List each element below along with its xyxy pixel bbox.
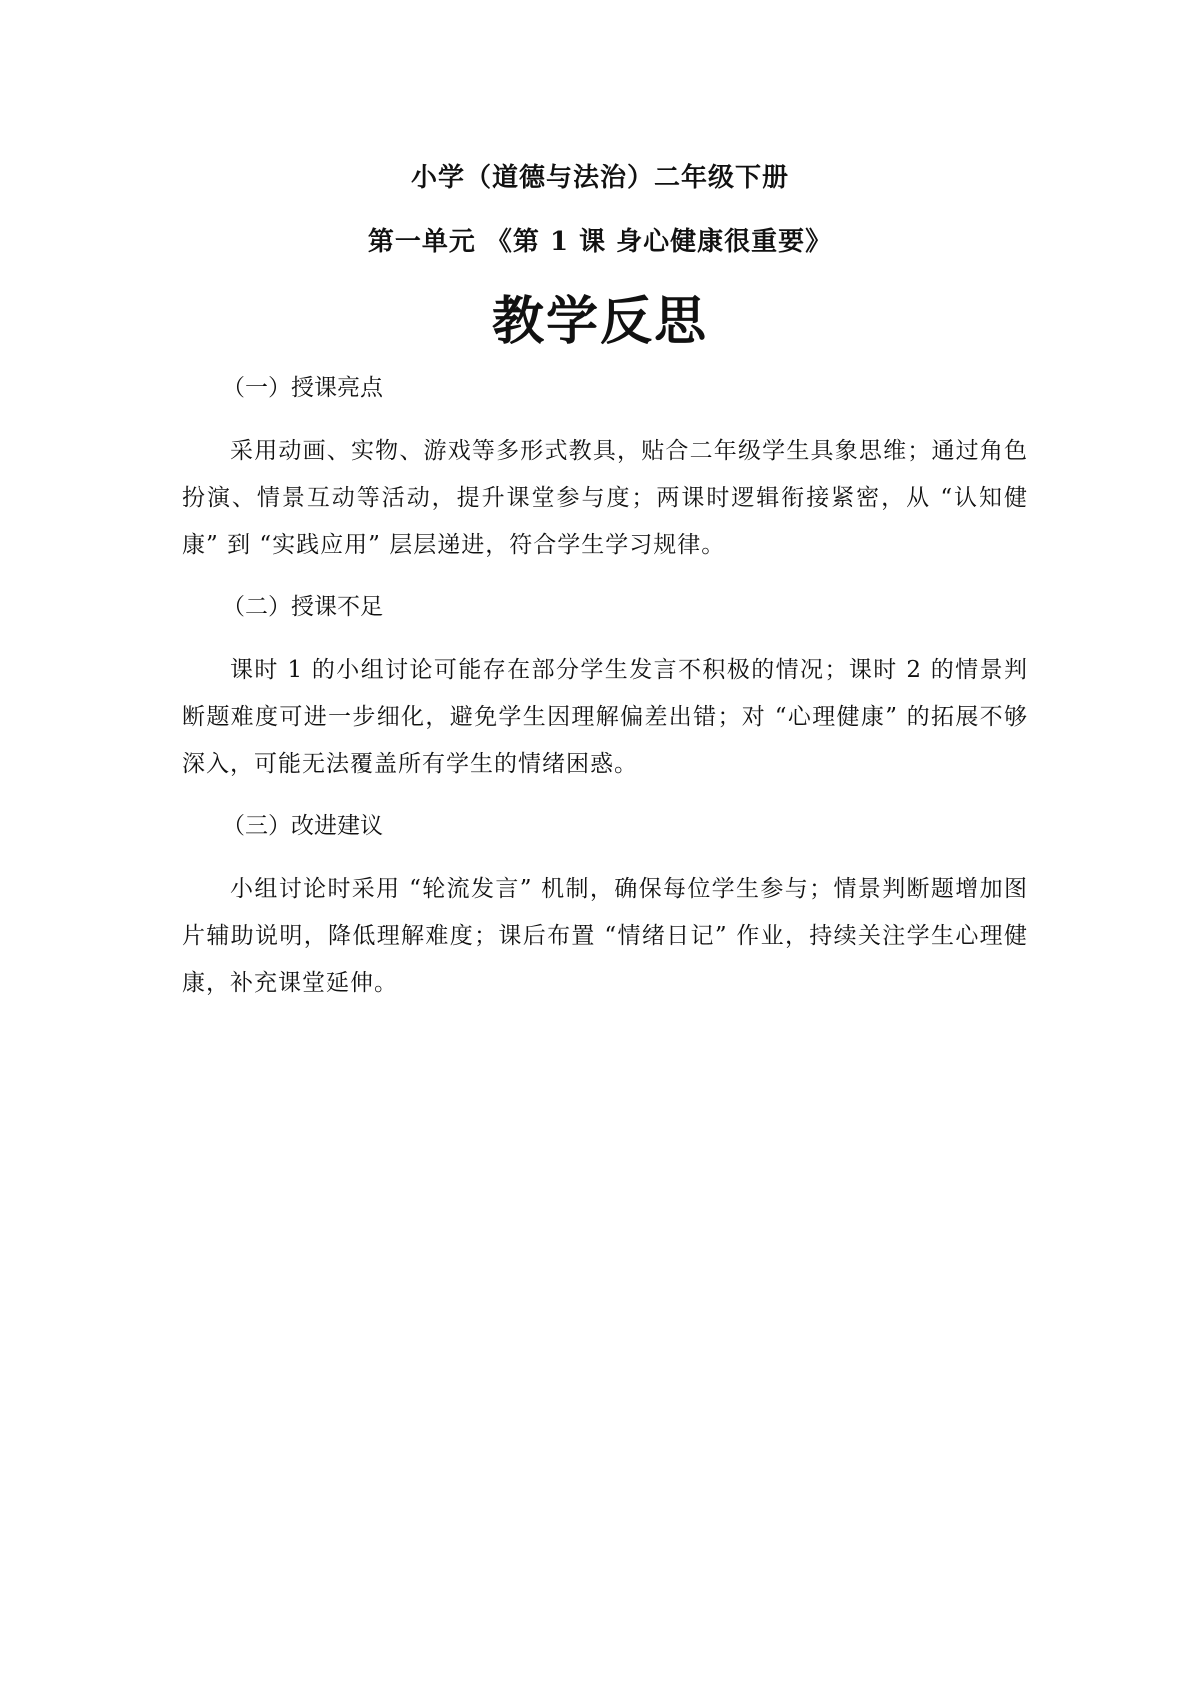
section-paragraph: 采用动画、实物、游戏等多形式教具，贴合二年级学生具象思维；通过角色扮演、情景互动等活动，提升课堂参与度；两课时逻辑衔接紧密，从 “认知健康” 到 “实践应用” 层层递进，符合学生学习规律。 — [182, 438, 1028, 558]
unit-title: 第一单元 《第 1 课 身心健康很重要》 — [367, 227, 833, 257]
section-heading: （一）授课亮点 — [222, 375, 383, 401]
section-paragraph: 课时 1 的小组讨论可能存在部分学生发言不积极的情况；课时 2 的情景判断题难度可进一步细化，避免学生因理解偏差出错；对 “心理健康” 的拓展不够深入，可能无法覆盖所有学生的情绪困惑。 — [182, 657, 1028, 777]
document-title: 教学反思 — [491, 292, 708, 352]
subject-title: 小学（道德与法治）二年级下册 — [410, 163, 789, 193]
section-shortcomings — [182, 589, 1028, 788]
section-heading: （二）授课不足 — [222, 594, 383, 620]
section-paragraph: 小组讨论时采用 “轮流发言” 机制，确保每位学生参与；情景判断题增加图片辅助说明，降低理解难度；课后布置 “情绪日记” 作业，持续关注学生心理健康，补充课堂延伸。 — [182, 876, 1028, 996]
section-highlights — [182, 370, 1028, 569]
section-suggestions — [182, 808, 1028, 1007]
document-body — [182, 370, 1028, 1027]
section-heading: （三）改进建议 — [222, 813, 383, 839]
